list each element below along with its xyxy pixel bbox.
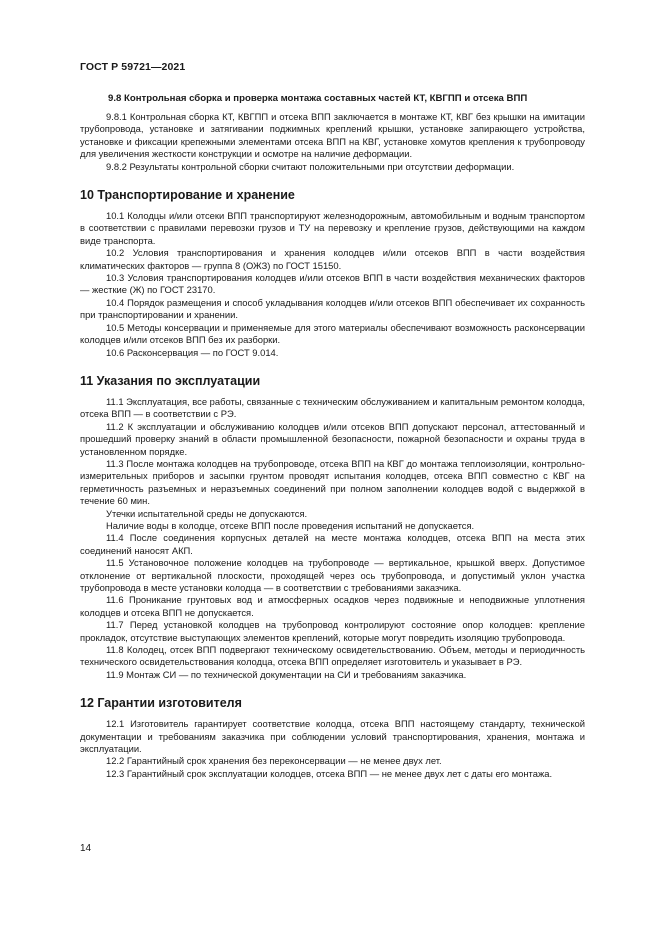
paragraph-12-2: 12.2 Гарантийный срок хранения без переконсервации — не менее двух лет. xyxy=(106,755,442,767)
section-9-8-title: 9.8 Контрольная сборка и проверка монтажа составных частей КТ, КВГПП и отсека ВПП xyxy=(108,93,528,104)
paragraph-12-1: 12.1 Изготовитель гарантирует соответствие колодца, отсека ВПП настоящему стандарту, технической документации и требованиям заказчика при соблюдении условий транспортирования, хранения, монтажа и эксплуатации. xyxy=(80,718,585,755)
paragraph-11-3: 11.3 После монтажа колодцев на трубопроводе, отсека ВПП на КВГ до монтажа теплоизоляции, контрольно-измерительных приборов и засыпки грунтом проводят испытания колодцев, отсека ВПП совместно с КВГ на герметичность разъемных и неразъемных соединений при полном заполнении колодцев водой с выдержкой в течение 60 мин. xyxy=(80,457,585,507)
paragraph-10-1: 10.1 Колодцы и/или отсеки ВПП транспортируют железнодорожным, автомобильным и водным транспортом в соответствии с правилами перевозки грузов и ТУ на перевозку и крепление грузов, действующими на каждом виде транспорта. xyxy=(80,210,585,246)
paragraph-11-3-water: Наличие воды в колодце, отсеке ВПП после проведения испытаний не допускается. xyxy=(106,519,475,531)
section-11-title: 11 Указания по эксплуатации xyxy=(80,373,261,388)
paragraph-10-6: 10.6 Расконсервация — по ГОСТ 9.014. xyxy=(106,346,279,358)
paragraph-10-5: 10.5 Методы консервации и применяемые для этого материалы обеспечивают возможность расконсервации колодцев и/или отсеков ВПП без их разборки. xyxy=(80,321,585,346)
paragraph-11-8: 11.8 Колодец, отсек ВПП подвергают техническому освидетельствованию. Объем, методы и периодичность технического освидетельствования колодца, отсека ВПП определяет изготовитель и указывает в РЭ. xyxy=(80,644,585,668)
paragraph-10-4: 10.4 Порядок размещения и способ укладывания колодцев и/или отсеков ВПП обеспечивает их сохранность при транспортировании и хранении. xyxy=(80,296,585,321)
section-9-8 xyxy=(80,92,585,173)
page-number: 14 xyxy=(80,843,92,854)
paragraph-11-7: 11.7 Перед установкой колодцев на трубопровод контролируют состояние опор колодцев: крепление прокладок, отсутствие выступающих элементов креплений, которые могут повредить изоляцию трубопровода. xyxy=(80,619,585,643)
paragraph-9-8-2: 9.8.2 Результаты контрольной сборки считают положительными при отсутствии деформации. xyxy=(106,160,515,172)
paragraph-11-9: 11.9 Монтаж СИ — по технической документации на СИ и требованиям заказчика. xyxy=(106,668,467,680)
paragraph-11-3-leak: Утечки испытательной среды не допускаются. xyxy=(106,507,308,519)
section-10 xyxy=(80,187,585,359)
document-code: ГОСТ Р 59721—2021 xyxy=(80,61,186,73)
section-12 xyxy=(80,695,585,780)
paragraph-11-4: 11.4 После соединения корпусных деталей на месте монтажа колодцев, отсека ВПП на места этих соединений наносят АКП. xyxy=(80,532,585,556)
section-11 xyxy=(80,373,585,681)
paragraph-10-2: 10.2 Условия транспортирования и хранения колодцев и/или отсеков ВПП в части воздействия климатических факторов — группа 8 (ОЖЗ) по ГОСТ 15150. xyxy=(80,247,585,271)
paragraph-11-1: 11.1 Эксплуатация, все работы, связанные с техническим обслуживанием и капитальным ремонтом колодца, отсека ВПП — в соответствии с РЭ. xyxy=(80,395,585,420)
paragraph-12-3: 12.3 Гарантийный срок эксплуатации колодцев, отсека ВПП — не менее двух лет с даты его монтажа. xyxy=(106,767,553,779)
document-body xyxy=(80,92,585,780)
section-10-title: 10 Транспортирование и хранение xyxy=(80,188,295,203)
paragraph-11-2: 11.2 К эксплуатации и обслуживанию колодцев и/или отсеков ВПП допускают персонал, аттестованный и прошедший проверку знаний в области промышленной безопасности, пожарной безопасности и охраны труда в установленном порядке. xyxy=(80,420,585,457)
section-12-title: 12 Гарантии изготовителя xyxy=(80,696,242,711)
paragraph-11-5: 11.5 Установочное положение колодцев на трубопроводе — вертикальное, крышкой вверх. Допустимое отклонение от вертикальной плоскости, проходящей через ось трубопровода, и допустимый уклон участка трубопровода в месте установки колодца — в соответствии с требованиями заказчика. xyxy=(80,557,585,593)
paragraph-11-6: 11.6 Проникание грунтовых вод и атмосферных осадков через подвижные и неподвижные уплотнения колодцев и отсека ВПП не допускается. xyxy=(80,594,585,618)
paragraph-9-8-1: 9.8.1 Контрольная сборка КТ, КВГПП и отсека ВПП заключается в монтаже КТ, КВГ без крышки на имитации трубопровода, установке и затягивании поджимных креплений крышки, установке запирающего устройства, установке и фиксации крепежными элементами отсека ВПП на КВГ, установке хомутов крепления к трубопроводу для увеличения жесткости конструкции и осмотре на наличие деформации. xyxy=(80,111,585,160)
paragraph-10-3: 10.3 Условия транспортирования колодцев и/или отсеков ВПП в части воздействия механических факторов — жесткие (Ж) по ГОСТ 23170. xyxy=(80,272,585,296)
